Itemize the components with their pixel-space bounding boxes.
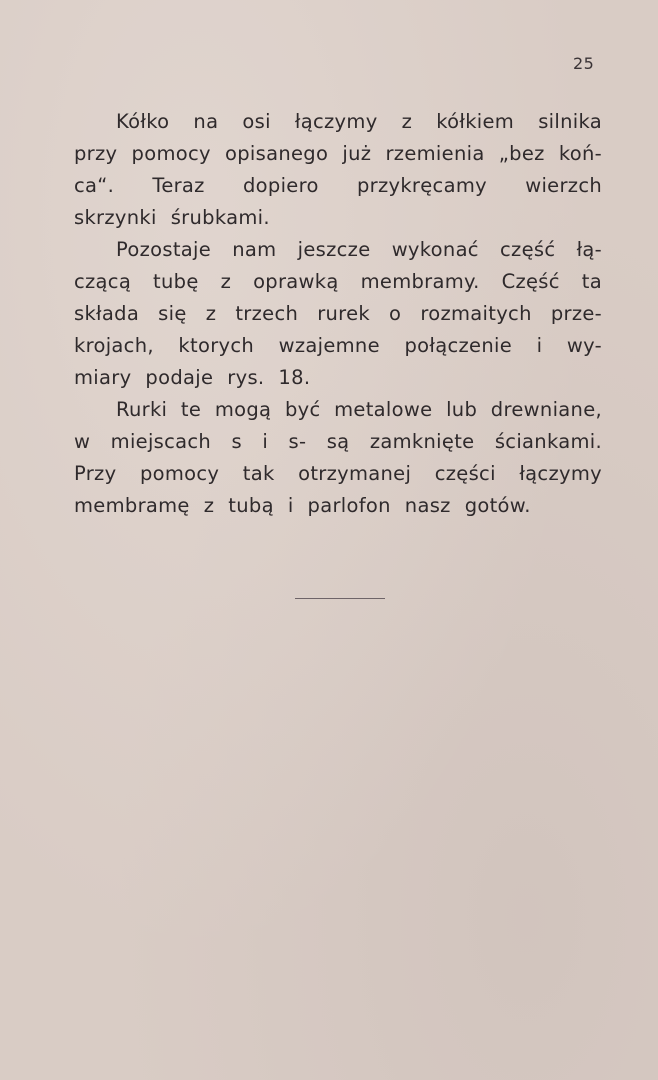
word: wzajemne (278, 334, 380, 357)
word: Część (501, 270, 560, 293)
word: zamknięte (369, 430, 475, 453)
word: krojach, (74, 334, 154, 357)
word: otrzymanej (298, 462, 412, 485)
word: koń- (558, 142, 602, 165)
word: prze- (550, 302, 602, 325)
word: drewniane, (490, 398, 602, 421)
word: lub (446, 398, 478, 421)
word: kółkiem (436, 110, 515, 133)
word: miejscach (110, 430, 212, 453)
text-line (74, 138, 602, 170)
word: Teraz (152, 174, 205, 197)
word: ktorych (178, 334, 255, 357)
word: nam (232, 238, 277, 261)
word: membramę (74, 494, 190, 517)
word: osi (242, 110, 271, 133)
text-line (74, 394, 602, 426)
word: rys. (227, 366, 265, 389)
word: być (284, 398, 321, 421)
word: o (389, 302, 402, 325)
word: rurek (317, 302, 370, 325)
text-line (74, 458, 602, 490)
body-text (74, 106, 602, 522)
word: czącą (74, 270, 132, 293)
word: połączenie (404, 334, 512, 357)
text-line (74, 106, 602, 138)
word: już (342, 142, 372, 165)
text-line (74, 170, 602, 202)
word: wy- (566, 334, 602, 357)
word: Rurki (116, 398, 168, 421)
page-number: 25 (573, 54, 595, 73)
text-line (74, 266, 602, 298)
word: 18. (278, 366, 311, 389)
text-line (74, 234, 602, 266)
word: s (231, 430, 242, 453)
word: i (536, 334, 543, 357)
word: parlofon (307, 494, 391, 517)
word: przykręcamy (356, 174, 487, 197)
word: oprawką (253, 270, 339, 293)
word: te (180, 398, 202, 421)
word: gotów. (464, 494, 531, 517)
word: części (434, 462, 496, 485)
text-line (74, 330, 602, 362)
word: śrubkami. (170, 206, 270, 229)
word: ca“. (74, 174, 115, 197)
word: rozmaitych (420, 302, 532, 325)
word: pomocy (131, 142, 211, 165)
word: i (262, 430, 269, 453)
word: w (74, 430, 91, 453)
word: Pozostaje (116, 238, 212, 261)
text-line (74, 298, 602, 330)
word: skrzynki (74, 206, 157, 229)
word: jeszcze (297, 238, 371, 261)
word: tak (242, 462, 275, 485)
word: Przy (74, 462, 117, 485)
word: s- (288, 430, 307, 453)
word: część (500, 238, 556, 261)
word: Kółko (116, 110, 170, 133)
word: pomocy (139, 462, 220, 485)
word: są (326, 430, 350, 453)
word: silnika (538, 110, 602, 133)
word: wierzch (525, 174, 602, 197)
word: z (203, 494, 215, 517)
text-line (74, 362, 602, 394)
word: podaje (145, 366, 214, 389)
word: ściankami. (494, 430, 602, 453)
word: dopiero (242, 174, 319, 197)
word: przy (74, 142, 118, 165)
word: membramy. (360, 270, 480, 293)
word: z (205, 302, 217, 325)
section-divider (295, 598, 385, 599)
word: tubą (228, 494, 274, 517)
word: i (287, 494, 294, 517)
word: ta (581, 270, 602, 293)
word: wykonać (391, 238, 479, 261)
word: tubę (153, 270, 199, 293)
text-line (74, 490, 602, 522)
word: składa (74, 302, 140, 325)
text-line (74, 202, 602, 234)
word: nasz (404, 494, 451, 517)
text-line (74, 426, 602, 458)
word: opisanego (225, 142, 329, 165)
word: łączymy (294, 110, 378, 133)
word: na (193, 110, 219, 133)
word: „bez (498, 142, 545, 165)
word: łą- (576, 238, 602, 261)
word: się (158, 302, 187, 325)
word: mogą (214, 398, 272, 421)
word: miary (74, 366, 132, 389)
word: z (401, 110, 413, 133)
word: trzech (235, 302, 299, 325)
word: łączymy (519, 462, 602, 485)
word: metalowe (334, 398, 433, 421)
word: rzemienia (385, 142, 485, 165)
word: z (220, 270, 232, 293)
